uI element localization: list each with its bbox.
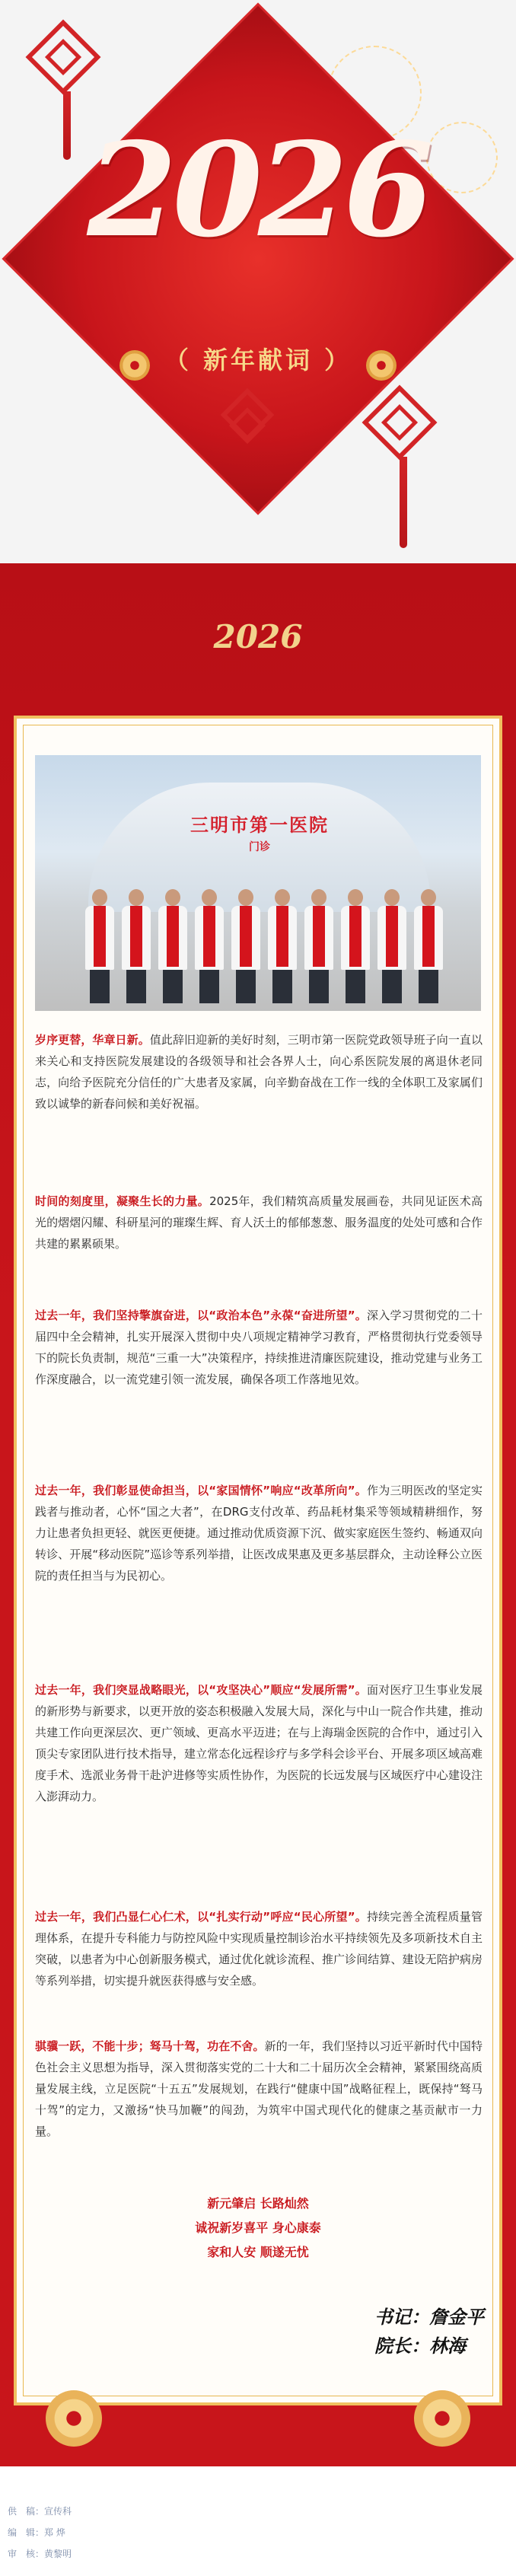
flower-icon — [414, 2390, 470, 2447]
signature-secretary: 书记：詹金平 — [374, 2306, 484, 2328]
section-year: 2026 — [213, 618, 303, 655]
credit-editor: 编 辑：郑 烨 — [8, 2527, 65, 2538]
paragraph — [35, 1305, 483, 1390]
group-photo — [35, 755, 481, 1011]
person — [376, 889, 408, 1003]
slogan-line: 新元肇启 长路灿然 — [207, 2196, 309, 2211]
chinese-knot-icon — [26, 20, 101, 95]
person — [84, 889, 116, 1003]
paragraph-text: 深入学习贯彻党的二十届四中全会精神，扎实开展深入贯彻中央八项规定精神学习教育，严格贯彻执行党委领导下的院长负责制，规范“三重一大”决策程序，持续推进清廉医院建设，推动党建与业务工作深度融合，以一流党建引领一流发展，确保各项工作落地见效。 — [35, 1309, 483, 1386]
hero-subtitle: （ 新年献词 ） — [164, 346, 352, 375]
greeting-card — [14, 716, 502, 2405]
paragraph — [35, 1191, 483, 1255]
person — [193, 889, 225, 1003]
paragraph — [35, 1029, 483, 1114]
person — [120, 889, 152, 1003]
paragraph — [35, 2036, 483, 2142]
paragraph-text: 2025年，我们精筑高质量发展画卷，共同见证医术高光的熠熠闪耀、科研星河的璀璨生辉、育人沃土的郁郁葱葱、服务温度的处处可感和合作共建的累累硕果。 — [35, 1194, 483, 1251]
person — [412, 889, 444, 1003]
hospital-sign-sub: 门诊 — [249, 841, 270, 853]
hero-cover — [0, 0, 516, 563]
person — [157, 889, 189, 1003]
credit-reviewer: 审 核：黄黎明 — [8, 2549, 72, 2559]
flower-icon — [46, 2390, 102, 2447]
paragraph-text: 新的一年，我们坚持以习近平新时代中国特色社会主义思想为指导，深入贯彻落实党的二十大和二十届历次全会精神，紧紧围绕高质量发展主线，立足医院“十五五”发展规划，在践行“健康中国”战略征程上，既保持“驽马十驾”的定力，又激扬“快马加鞭”的闯劲，为筑牢中国式现代化的健康之基贡献市一力量。 — [35, 2039, 483, 2138]
tassel-decoration — [400, 457, 407, 548]
bottom-decoration — [0, 2383, 516, 2466]
person — [266, 889, 298, 1003]
hero-subtitle-row — [0, 341, 516, 381]
person — [230, 889, 262, 1003]
paragraph-text: 作为三明医改的坚定实践者与推动者，心怀“国之大者”，在DRG支付改革、药品耗材集采等领域精耕细作，努力让患者负担更轻、就医更便捷。通过推动优质资源下沉、做实家庭医生签约、畅通双向转诊、开展“移动医院”巡诊等系列举措，让医改成果惠及更多基层群众，主动诠释公立医院的责任担当与为民初心。 — [35, 1484, 483, 1583]
paragraph — [35, 1679, 483, 1807]
flower-icon — [119, 350, 150, 381]
paragraph-lead: 过去一年，我们凸显仁心仁术，以“扎实行动”呼应“民心所望”。 — [35, 1910, 368, 1924]
paragraph-lead: 骐骥一跃，不能十步；驽马十驾，功在不舍。 — [35, 2039, 265, 2053]
hospital-sign: 三明市第一医院 — [190, 815, 329, 836]
paragraph-lead: 岁序更替，华章日新。 — [35, 1033, 150, 1047]
paragraph-lead: 过去一年，我们坚持擎旗奋进，以“政治本色”永葆“奋进所望”。 — [35, 1309, 368, 1322]
paragraph — [35, 1480, 483, 1586]
person — [303, 889, 335, 1003]
paragraph-text: 值此辞旧迎新的美好时刻，三明市第一医院党政领导班子向一直以来关心和支持医院发展建设的各级领导和社会各界人士，向心系医院发展的离退休老同志，向给予医院充分信任的广大患者及家属，向辛勤奋战在工作一线的全体职工及家属们致以诚挚的新春问候和美好祝福。 — [35, 1033, 483, 1111]
hero-year: 2026 — [87, 114, 429, 266]
flower-icon — [366, 350, 397, 381]
paragraph-text: 持续完善全流程质量管理体系，在提升专科能力与防控风险中实现质量控制诊治水平持续领先及多项新技术自主突破，以患者为中心创新服务模式，通过优化就诊流程、推广诊间结算、建设无陪护病房等系列举措，切实提升就医获得感与安全感。 — [35, 1910, 483, 1988]
paragraph-text: 面对医疗卫生事业发展的新形势与新要求，以更开放的姿态积极融入发展大局，深化与中山一院合作共建，推动共建工作向更深层次、更广领域、更高水平迈进；在与上海瑞金医院的合作中，通过引入顶尖专家团队进行技术指导，建立常态化远程诊疗与多学科会诊平台、开展多项区域高难度手术、选派业务骨干赴沪进修等实质性协作，为医院的长远发展与区域医疗中心建设注入澎湃动力。 — [35, 1683, 483, 1803]
person — [339, 889, 371, 1003]
paragraph-lead: 时间的刻度里，凝聚生长的力量。 — [35, 1194, 210, 1208]
slogan-line: 诚祝新岁喜平 身心康泰 — [195, 2221, 321, 2235]
paragraph-lead: 过去一年，我们彰显使命担当，以“家国情怀”响应“改革所向”。 — [35, 1484, 368, 1497]
leaders-group — [84, 889, 449, 1003]
slogan-line: 家和人安 顺遂无忧 — [207, 2245, 309, 2259]
paragraph — [35, 1906, 483, 1991]
signature-president: 院长：林海 — [374, 2335, 466, 2357]
paragraph-lead: 过去一年，我们突显战略眼光，以“攻坚决心”顺应“发展所需”。 — [35, 1683, 368, 1697]
credit-contributor: 供 稿：宣传科 — [8, 2506, 72, 2517]
